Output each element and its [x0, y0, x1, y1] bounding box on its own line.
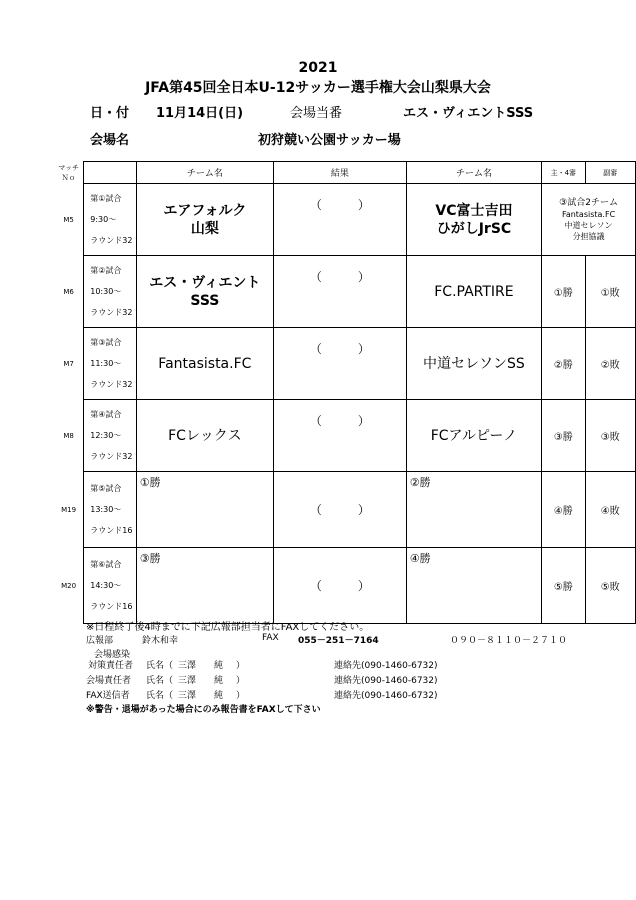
ref-sub-cell: ②敗: [585, 328, 635, 400]
infect-name-close: ）: [236, 661, 246, 671]
ref-main-cell: ①勝: [542, 256, 585, 328]
infect-label-line1: 会場感染: [94, 650, 131, 660]
table-header-row: [54, 162, 636, 184]
table-row: [54, 400, 636, 472]
ref-sub-header: 副審: [585, 162, 635, 184]
table-row: [54, 256, 636, 328]
venue-resp-person: 三澤 純: [178, 676, 224, 686]
venue-value: 初狩競い公園サッカー場: [258, 133, 401, 148]
match-no: M7: [54, 328, 84, 400]
fax-sender-name-open: 氏名（: [146, 691, 174, 701]
team1-cell: FCレックス: [136, 400, 273, 472]
venue-resp-label: 会場責任者: [86, 676, 132, 686]
team2-cell: ②勝: [406, 472, 541, 548]
match-no: M19: [54, 472, 84, 548]
table-row: [54, 472, 636, 548]
ref-sub-cell: ⑤敗: [585, 548, 635, 624]
game-info: 第②試合 10:30～ ラウンド32: [84, 256, 136, 328]
match-no-header: マッチ Ｎｏ: [54, 162, 84, 184]
game-info: 第⑤試合 13:30～ ラウンド16: [84, 472, 136, 548]
fax-sender-person: 三澤 純: [178, 691, 224, 701]
schedule-table: [54, 161, 636, 624]
match-no: M8: [54, 400, 84, 472]
game-info: 第③試合 11:30～ ラウンド32: [84, 328, 136, 400]
venue-resp-name-close: ）: [236, 676, 246, 686]
fax-number: 055－251－7164: [298, 636, 379, 646]
team2-cell: FC.PARTIRE: [406, 256, 541, 328]
fax-sender-label: FAX送信者: [86, 691, 130, 701]
date-value: 11月14日(日): [156, 106, 244, 121]
infect-label-line2: 対策責任者: [88, 661, 134, 671]
pr-phone: ０９０－８１１０－２７１０: [450, 636, 568, 646]
fax-label: FAX: [262, 633, 279, 643]
team1-cell: ③勝: [136, 548, 273, 624]
infect-name-open: 氏名（: [146, 661, 174, 671]
ref-sub-cell: ①敗: [585, 256, 635, 328]
match-no: M20: [54, 548, 84, 624]
ref-note-cell: ③試合2チーム Fantasista.FC 中道セレソン 分担協議: [542, 184, 636, 256]
team2-cell: ④勝: [406, 548, 541, 624]
table-row: [54, 328, 636, 400]
result-cell: （ ）: [273, 256, 406, 328]
game-info: 第①試合 9:30～ ラウンド32: [84, 184, 136, 256]
ref-main-cell: ⑤勝: [542, 548, 585, 624]
infect-person: 三澤 純: [178, 661, 224, 671]
team2-header: チーム名: [406, 162, 541, 184]
result-cell: （ ）: [273, 548, 406, 624]
result-cell: （ ）: [273, 400, 406, 472]
team2-cell: FCアルピーノ: [406, 400, 541, 472]
result-cell: （ ）: [273, 328, 406, 400]
game-header: [84, 162, 136, 184]
team1-cell: エス・ヴィエント SSS: [136, 256, 273, 328]
venue-label: 会場名: [90, 133, 130, 148]
fax-instruction: ※日程終了後4時までに下記広報部担当者にFAXしてください。: [86, 622, 370, 633]
doc-year: 2021: [298, 60, 338, 76]
result-cell: （ ）: [273, 184, 406, 256]
table-row: [54, 548, 636, 624]
ref-main-header: 主・4審: [542, 162, 585, 184]
match-no: M5: [54, 184, 84, 256]
pr-label: 広報部: [86, 636, 114, 646]
fax-sender-contact: 連絡先(090-1460-6732): [334, 691, 438, 701]
ref-main-cell: ④勝: [542, 472, 585, 548]
team1-cell: ①勝: [136, 472, 273, 548]
ref-sub-cell: ④敗: [585, 472, 635, 548]
result-cell: （ ）: [273, 472, 406, 548]
venue-resp-name-open: 氏名（: [146, 676, 174, 686]
host-value: エス・ヴィエントSSS: [403, 106, 534, 121]
team1-cell: エアフォルク 山梨: [136, 184, 273, 256]
team2-cell: 中道セレソンSS: [406, 328, 541, 400]
game-info: 第④試合 12:30～ ラウンド32: [84, 400, 136, 472]
host-label: 会場当番: [290, 106, 343, 121]
game-info: 第⑥試合 14:30～ ラウンド16: [84, 548, 136, 624]
team2-cell: VC富士吉田 ひがしJrSC: [406, 184, 541, 256]
table-row: [54, 184, 636, 256]
result-header: 結果: [273, 162, 406, 184]
team1-cell: Fantasista.FC: [136, 328, 273, 400]
infect-contact: 連絡先(090-1460-6732): [334, 661, 438, 671]
date-label: 日・付: [90, 106, 130, 121]
ref-sub-cell: ③敗: [585, 400, 635, 472]
doc-title: JFA第45回全日本U-12サッカー選手権大会山梨県大会: [145, 80, 491, 96]
pr-name: 鈴木和幸: [142, 636, 179, 646]
report-note: ※警告・退場があった場合にのみ報告書をFAXして下さい: [86, 705, 321, 715]
fax-sender-name-close: ）: [236, 691, 246, 701]
match-no: M6: [54, 256, 84, 328]
team1-header: チーム名: [136, 162, 273, 184]
venue-resp-contact: 連絡先(090-1460-6732): [334, 676, 438, 686]
ref-main-cell: ②勝: [542, 328, 585, 400]
ref-main-cell: ③勝: [542, 400, 585, 472]
